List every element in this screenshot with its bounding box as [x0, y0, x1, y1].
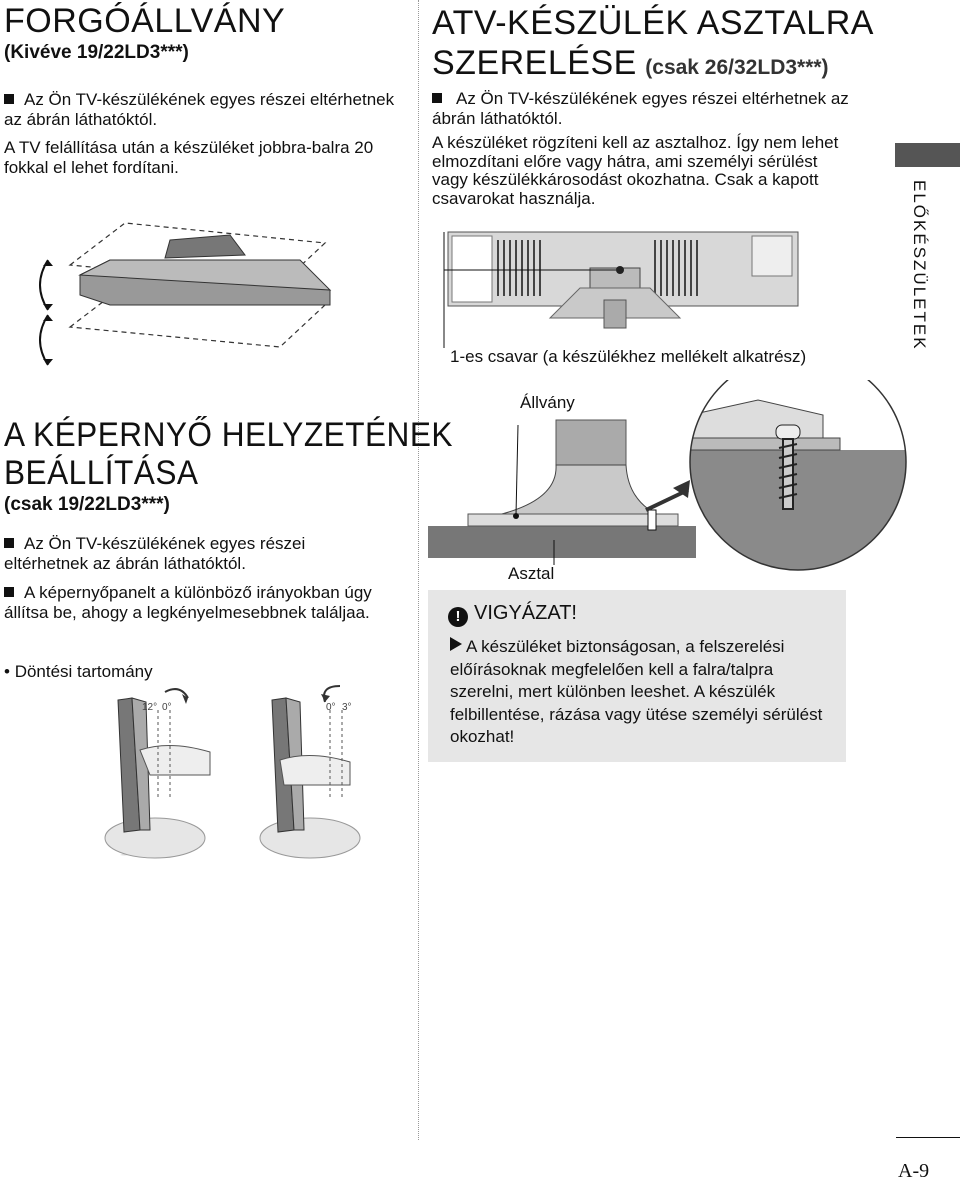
- swivel-bullet-text: Az Ön TV-készülékének egyes részei eltérhetnek az ábrán láthatóktól.: [4, 90, 395, 129]
- swivel-paragraph: A TV felállítása után a készüléket jobbra-balra 20 fokkal el lehet fordítani.: [4, 138, 374, 177]
- tilt-range-text: Döntési tartomány: [14, 662, 153, 681]
- warning-icon: !: [448, 607, 468, 627]
- page-number-rule: [896, 1137, 960, 1138]
- section-title-desk-mount: ATV-KÉSZÜLÉK ASZTALRA: [432, 4, 874, 42]
- desk-mount-bullet-text: Az Ön TV-készülékének egyes részei eltérhetnek az ábrán láthatóktól.: [432, 89, 849, 128]
- title-suffix: (csak 26/32LD3***): [645, 56, 829, 79]
- screen-bullet-2-text: A képernyőpanelt a különböző irányokban úgy állítsa be, ahogy a legkényelmesebbnek találjaa.: [4, 583, 372, 622]
- page-number: A-9: [898, 1160, 930, 1182]
- sidebar-marker: [895, 143, 960, 167]
- angle-label: 12°: [142, 702, 158, 713]
- caution-title-text: VIGYÁZAT!: [474, 602, 577, 624]
- section-title-screen-position: A KÉPERNYŐ HELYZETÉNEK: [4, 416, 453, 454]
- screw-caption: 1-es csavar (a készülékhez mellékelt alkatrész): [450, 347, 807, 366]
- arrow-right-icon: [450, 637, 462, 651]
- tilt-range-item: • Döntési tartomány: [4, 662, 153, 681]
- tv-back-screw-illustration: [440, 228, 850, 348]
- caution-text-body: A készüléket biztonságosan, a felszerelési előírásoknak megfelelően kell a falra/talpra szerelni, mert különben leeshet. A készülék felbillentése, rázása vagy ütése személyi sérülést okozhat!: [450, 637, 823, 746]
- caution-box: [428, 590, 846, 762]
- screen-bullet-1-text: Az Ön TV-készülékének egyes részei eltérhetnek az ábrán láthatóktól.: [4, 534, 306, 573]
- caution-title: [448, 602, 577, 627]
- stand-label: Állvány: [520, 393, 575, 412]
- desk-mount-bullet: [432, 89, 852, 129]
- table-label: Asztal: [508, 564, 555, 583]
- section-subtitle-screen-position: (csak 19/22LD3***): [4, 494, 170, 515]
- angle-label: 0°: [162, 702, 172, 713]
- bullet-square-icon: [4, 538, 14, 548]
- swivel-stand-illustration: [30, 215, 340, 375]
- section-title-swivel-stand: FORGÓÁLLVÁNY: [4, 2, 286, 40]
- bullet-square-icon: [432, 93, 442, 103]
- stand-desk-illustration: [428, 380, 958, 580]
- bullet-square-icon: [4, 94, 14, 104]
- caution-text: [450, 636, 830, 749]
- screen-bullet-1: [4, 534, 394, 574]
- section-subtitle-swivel-stand: (Kivéve 19/22LD3***): [4, 42, 189, 63]
- tilt-range-illustration: [100, 680, 380, 860]
- column-divider: [418, 0, 419, 1140]
- bullet-square-icon: [4, 587, 14, 597]
- desk-mount-paragraph: A készüléket rögzíteni kell az asztalhoz. Így nem lehet elmozdítani előre vagy hátra, ami személyi sérülést vagy készülékkárosodást okozhatna. Csak a kapott csavarokat használja.: [432, 133, 839, 208]
- section-title-screen-position-line2: BEÁLLÍTÁSA: [4, 454, 199, 492]
- angle-label: 0°: [326, 702, 336, 713]
- sidebar-label: ELŐKÉSZÜLETEK: [910, 180, 929, 351]
- swivel-bullet: [4, 90, 404, 130]
- screen-bullet-2: [4, 583, 394, 623]
- angle-label: 3°: [342, 702, 352, 713]
- section-title-desk-mount-line2: [432, 46, 829, 80]
- title-line2: SZERELÉSE: [432, 44, 637, 82]
